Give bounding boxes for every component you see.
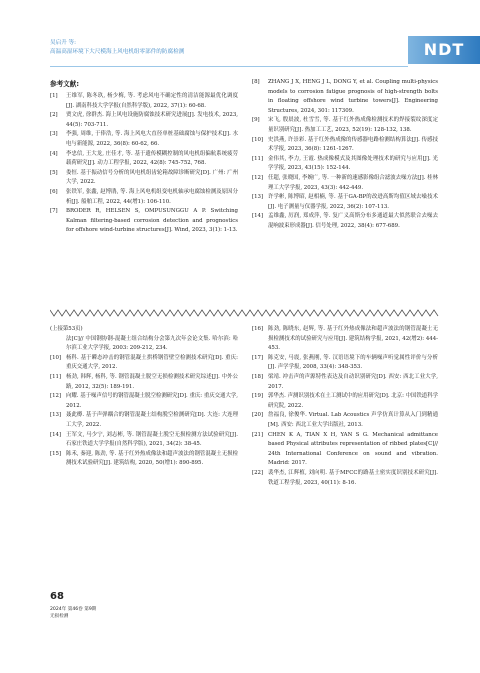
reference-text: 许学彬, 陈博昭, 赵相楠, 等. 基于GA-BP的改进高斯均值区域去噪技术[J]. 电子测量与仪器学报, 2022, 36(2): 107-113.: [268, 194, 438, 210]
reference-number: [18]: [252, 373, 264, 380]
reference-number: [13]: [252, 194, 264, 201]
reference-number: [12]: [252, 174, 264, 181]
reference-item: [252, 469, 438, 488]
reference-text: 杨科. 基于瞬态冲击的钢管混凝土拱桥钢管壁空检测技术研究[D]. 重庆: 重庆交通大学, 2012.: [66, 354, 238, 371]
reference-item: [252, 193, 438, 212]
reference-number: [17]: [252, 354, 264, 361]
reference-item: [50, 411, 238, 430]
reference-text: 张铁军, 张鑫, 赵博鹃, 等. 海上风电机组变电机轴承电腐蚀检测及原因分析[J]. 船舶工程, 2022, 44(增1): 106-110.: [66, 188, 238, 205]
reference-number: [2]: [50, 112, 58, 119]
reference-item: [252, 155, 438, 174]
header-authors: 吴启升 等:: [50, 40, 77, 46]
reference-text: 王军文, 马少宁, 刘志彬, 等. 钢管混凝土脱空无损检测方法试验研究[J]. 石家庄铁道大学学报(自然科学版), 2021, 34(2): 38-45.: [66, 431, 238, 448]
reference-number: [6]: [50, 188, 58, 195]
reference-item: [252, 392, 438, 411]
reference-item: [252, 174, 438, 193]
reference-number: [9]: [252, 117, 260, 124]
reference-item: [50, 130, 238, 149]
reference-text: 孟维鑫, 厉润, 郑成萍, 等. 复广义高斯分布多通道最大似然联合去噪去混响波束形成器[J]. 信号处理, 2022, 38(4): 677-689.: [268, 213, 438, 229]
reference-number: [20]: [252, 412, 264, 419]
reference-item: [252, 354, 438, 373]
reference-text: 聂此樽. 基于声弹耦合的钢管混凝土结构脱空检测研究[D]. 大连: 大连理工大学, 2022.: [66, 412, 238, 428]
reference-item: [50, 111, 238, 130]
reference-number: [5]: [50, 169, 58, 176]
reference-text: 任超, 张晓国, 李婉广, 等. 一种新的速感影像组合滤波去噪方法[J]. 桂林理工大学学报, 2023, 43(3): 442-449.: [268, 174, 438, 191]
reference-number: [13]: [50, 412, 62, 419]
reference-text: 宋飞, 殷晨波, 杜雪雪, 等. 基于红外热成像检测技术的焊接裂纹深度定量识别研究[J]. 热加工工艺, 2023, 52(19): 128-132, 138.: [268, 117, 438, 133]
reference-number: [14]: [252, 213, 264, 220]
references-right-top: [252, 78, 438, 232]
reference-number: [7]: [50, 208, 58, 215]
references-right-bottom: [252, 325, 438, 488]
reference-text: 金伟其, 李力, 王霞. 热成像模式及其图像处理技术的研究与应用[J]. 光学学报, 2023, 43(15): 152-144.: [268, 155, 438, 172]
reference-text: CHEN K A, TIAN X H, YAN S G. Mechanical admittance based Physical attributes representation of ribbed plates[C]// 24th International Conference on sound and vibration. Madrid: 2017.: [268, 431, 438, 467]
running-header: [50, 39, 184, 57]
section-divider: [50, 309, 440, 317]
references-left-bottom: [50, 325, 238, 469]
footer-journal: 无损检测: [50, 614, 69, 619]
reference-text: 史洪燕, 许崇彩. 基于红外热成像的传感器电路检测结构算法[J]. 传感技术学报, 2023, 36(8): 1261-1267.: [268, 136, 438, 153]
reference-text: 李强, 周维, 于俸浩, 等. 海上风电大直径单桩基础腐蚀与保护技术[J]. 水电与新能源, 2022, 36(8): 60-62, 66.: [66, 131, 238, 147]
page-number: 68: [50, 591, 64, 602]
reference-item: [50, 431, 238, 450]
reference-item: [252, 325, 438, 354]
reference-item: [50, 92, 238, 111]
reference-text: 裴华杰, 江辉植, 刘向明. 基于MFCC的路基土密实度识别技术研究[J]. 铁道工程学报, 2023, 40(11): 8-16.: [268, 469, 438, 486]
reference-item: [252, 78, 438, 116]
reference-text: BRODER R, HELSEN S, OMPUSUNGGU A P. Switching Kalman filtering-based corrosion detection and prognostics for offshore wind-turbine structures[J]. Wind, 2023, 3(1): 1-13.: [66, 208, 238, 234]
reference-number: [3]: [50, 131, 58, 138]
reference-item: [252, 136, 438, 155]
reference-text: 陈劲, 陈晓东, 赵辉, 等. 基于红外热成像法和超声波法的钢管混凝土无损检测技术的试验研究与应用[J]. 建筑结构学报, 2021, 42(增2): 444-453.: [268, 326, 438, 352]
header-title: 高温高湿环境下大尺模海上风电机组零部件的防腐检测: [50, 49, 185, 55]
reference-number: [12]: [50, 393, 62, 400]
reference-item: [252, 431, 438, 469]
reference-number: [22]: [252, 469, 264, 476]
reference-number: [50, 335, 66, 354]
reference-number: [4]: [50, 150, 58, 157]
reference-number: [21]: [252, 431, 264, 438]
reference-item: [50, 392, 238, 411]
footer-issue: 2024年 第46卷 第9期: [50, 607, 97, 612]
references-left-top: [50, 78, 238, 236]
reference-item: [252, 411, 438, 430]
reference-number: [19]: [252, 393, 264, 400]
reference-number: [14]: [50, 431, 62, 438]
reference-number: [8]: [252, 79, 260, 85]
reference-item: [50, 169, 238, 188]
reference-number: [11]: [50, 373, 62, 380]
reference-text: 贾文虎, 徐群杰. 海上风电设施防腐蚀技术研究进展[J]. 发电技术, 2023, 44(5): 703-711.: [66, 112, 238, 128]
reference-text: 法[C]// 中国钢协钢-混凝土组合结构分会第九次年会论文集. 哈尔滨: 哈尔滨工业大学学报, 2003: 209-212, 234.: [66, 335, 238, 352]
reference-text: 陈禾, 秦迎, 陈劲, 等. 基于红外热成像法和超声波法的钢管混凝土无损检测技术试验研究[J]. 建筑结构, 2020, 50(增1): 890-895.: [66, 450, 238, 467]
reference-text: 郭华杰. 声测识别技术在土工测试中的应用研究[D]. 北京: 中国铁道科学研究院, 2022.: [268, 393, 438, 409]
reference-text: 陈克安, 马震, 张燕刚, 等. 汉语语境下的车辆噪声听觉属性评价与分析[J]. 声学学报, 2008, 33(4): 348-353.: [268, 354, 438, 371]
reference-text: 向耀. 基于噪声信号的钢管混凝土脱空检测研究[D]. 重庆: 重庆交通大学, 2012.: [66, 393, 238, 409]
reference-item: [50, 354, 238, 373]
reference-item: [252, 212, 438, 231]
reference-number: [1]: [50, 93, 58, 99]
reference-text: 杨劲, 韩辉, 杨科, 等. 钢管混凝土脱空无损检测技术研究综述[J]. 中外公路, 2012, 32(5): 189-191.: [66, 373, 238, 390]
reference-item: [50, 450, 238, 469]
references-title: 参考文献:: [50, 80, 80, 88]
reference-text: 李忠信, 王大龙, 庄佳才, 等. 基于遗传模糊控制的风电机组偏航系统疲劳载荷研究[J]. 动力工程学报, 2022, 42(8): 745-752, 768.: [66, 150, 238, 167]
reference-number: [15]: [50, 450, 62, 457]
reference-item: [50, 188, 238, 207]
reference-number: [11]: [252, 155, 264, 162]
reference-item: [50, 335, 238, 354]
reference-text: 梁靖. 冲击声的声源特性表达及自动识别研究[D]. 西安: 西北工业大学, 2017.: [268, 373, 438, 390]
continued-note: (上接第53页): [50, 326, 83, 332]
reference-item: [50, 150, 238, 169]
reference-text: ZHANG J X, HENG J L, DONG Y, et al. Coupling multi-physics models to corrosion fatigue prognosis of high-strength bolts in floating offshore wind turbine towers[J]. Engineering Structures, 2024, 301: 117309.: [268, 79, 438, 114]
footer-info: [50, 606, 96, 620]
reference-item: [50, 207, 238, 236]
reference-item: [252, 373, 438, 392]
reference-item: [252, 116, 438, 135]
reference-number: [16]: [252, 326, 264, 332]
reference-item: [50, 373, 238, 392]
reference-number: [10]: [252, 136, 264, 143]
reference-number: [10]: [50, 354, 62, 361]
reference-text: 娄恒. 基于振动信号分析的风电机组齿轮箱故障诊断研究[D]. 广州: 广州大学, 2022.: [66, 169, 238, 186]
journal-logo: NDT: [408, 36, 480, 64]
header-rule: [50, 66, 408, 67]
reference-text: 王维军, 陈冬玖, 杨少梅, 等. 考虑风电不确定性的清洁能源最优化调度[J]. 湖南科技大学学报(自然科学版), 2022, 37(1): 60-68.: [66, 93, 238, 109]
reference-text: 詹福良, 徐俊华. Virtual. Lab Acoustics 声学仿真计算从入门到精通[M]. 西安: 西北工业大学出版社, 2013.: [268, 412, 438, 428]
